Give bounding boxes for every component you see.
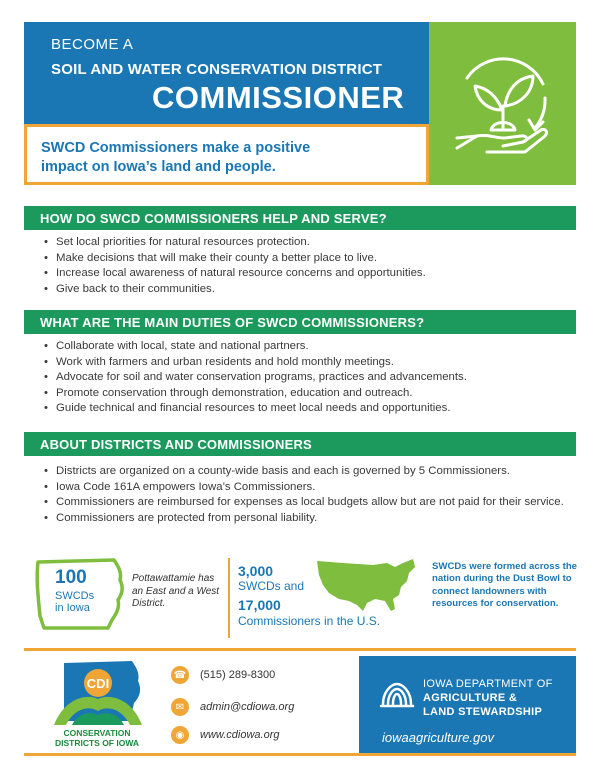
cdi-name bbox=[42, 728, 152, 748]
dept-line-2: AGRICULTURE & bbox=[423, 692, 518, 704]
list-item: • Increase local awareness of natural resource concerns and opportunities. bbox=[44, 266, 574, 282]
list-item: • Work with farmers and urban residents and hold monthly meetings. bbox=[44, 355, 574, 371]
website-contact[interactable] bbox=[171, 725, 279, 745]
tagline-line-1: SWCD Commissioners make a positive bbox=[41, 140, 311, 156]
pottawattamie-note: Pottawattamie has an East and a West District. bbox=[132, 573, 220, 609]
website-link[interactable]: www.cdiowa.org bbox=[200, 729, 280, 741]
about-districts-list bbox=[44, 464, 574, 526]
dept-line-1: IOWA DEPARTMENT OF bbox=[423, 678, 553, 690]
list-item: • Iowa Code 161A empowers Iowa’s Commissioners. bbox=[44, 480, 574, 496]
email-contact[interactable] bbox=[171, 697, 294, 717]
dept-website-link[interactable]: iowaagriculture.gov bbox=[382, 730, 495, 745]
globe-icon: ◉ bbox=[171, 726, 189, 744]
sunrise-logo-icon bbox=[379, 674, 415, 710]
list-item: • Guide technical and financial resources to meet local needs and opportunities. bbox=[44, 401, 574, 417]
stats-row bbox=[24, 553, 576, 648]
list-item: • Advocate for soil and water conservation programs, practices and advancements. bbox=[44, 370, 574, 386]
list-item: • Give back to their communities. bbox=[44, 282, 574, 298]
title-line-1: BECOME A bbox=[51, 36, 134, 53]
cdi-name-line-1: CONSERVATION bbox=[63, 728, 131, 738]
list-item: • Make decisions that will make their county a better place to live. bbox=[44, 251, 574, 267]
list-item: • Promote conservation through demonstration, education and outreach. bbox=[44, 386, 574, 402]
cdi-logo-icon bbox=[46, 659, 150, 727]
cdi-badge-text: CDI bbox=[86, 676, 110, 691]
iowa-dept-agriculture-panel bbox=[359, 656, 576, 753]
section-heading-about-districts: ABOUT DISTRICTS AND COMMISSIONERS bbox=[24, 432, 576, 456]
section-heading-main-duties: WHAT ARE THE MAIN DUTIES OF SWCD COMMISSIONERS? bbox=[24, 310, 576, 334]
envelope-icon: ✉ bbox=[171, 698, 189, 716]
cdi-name-line-2: DISTRICTS OF IOWA bbox=[54, 738, 140, 748]
us-map-icon bbox=[313, 555, 419, 617]
us-swcd-count: 3,000 bbox=[238, 563, 274, 579]
dept-line-3: LAND STEWARDSHIP bbox=[423, 706, 543, 718]
title-banner bbox=[24, 22, 429, 124]
dust-bowl-note: SWCDs were formed across the nation during the Dust Bowl to connect landowners with resources for conservation. bbox=[432, 561, 578, 609]
title-line-2: SOIL AND WATER CONSERVATION DISTRICT bbox=[51, 61, 383, 78]
main-duties-list bbox=[44, 339, 574, 417]
us-commissioner-label: Commissioners in the U.S. bbox=[238, 614, 381, 628]
tagline-line-2: impact on Iowa’s land and people. bbox=[41, 159, 276, 175]
plant-icon-panel bbox=[429, 22, 576, 185]
title-line-3: COMMISSIONER bbox=[152, 80, 405, 115]
hand-holding-plant-icon bbox=[447, 48, 559, 160]
help-serve-list bbox=[44, 235, 574, 297]
list-item: • Districts are organized on a county-wide basis and each is governed by 5 Commissioners. bbox=[44, 464, 574, 480]
section-heading-help-serve: HOW DO SWCD COMMISSIONERS HELP AND SERVE? bbox=[24, 206, 576, 230]
iowa-swcd-count: 100 bbox=[55, 567, 87, 588]
phone-contact[interactable] bbox=[171, 665, 275, 685]
list-item: • Commissioners are protected from personal liability. bbox=[44, 511, 574, 527]
phone-number[interactable]: (515) 289-8300 bbox=[200, 669, 276, 681]
us-commissioner-count: 17,000 bbox=[238, 597, 281, 613]
iowa-swcd-label-1: SWCDs bbox=[55, 590, 95, 602]
tagline-box bbox=[24, 124, 429, 185]
list-item: • Set local priorities for natural resources protection. bbox=[44, 235, 574, 251]
email-link[interactable]: admin@cdiowa.org bbox=[200, 701, 295, 713]
stats-divider bbox=[228, 558, 230, 638]
iowa-swcd-label-2: in Iowa bbox=[55, 602, 90, 614]
footer bbox=[24, 648, 576, 756]
phone-icon: ☎ bbox=[171, 666, 189, 684]
us-swcd-label: SWCDs and bbox=[238, 579, 305, 593]
list-item: • Collaborate with local, state and national partners. bbox=[44, 339, 574, 355]
list-item: • Commissioners are reimbursed for expenses as local budgets allow but are not paid for their service. bbox=[44, 495, 574, 511]
